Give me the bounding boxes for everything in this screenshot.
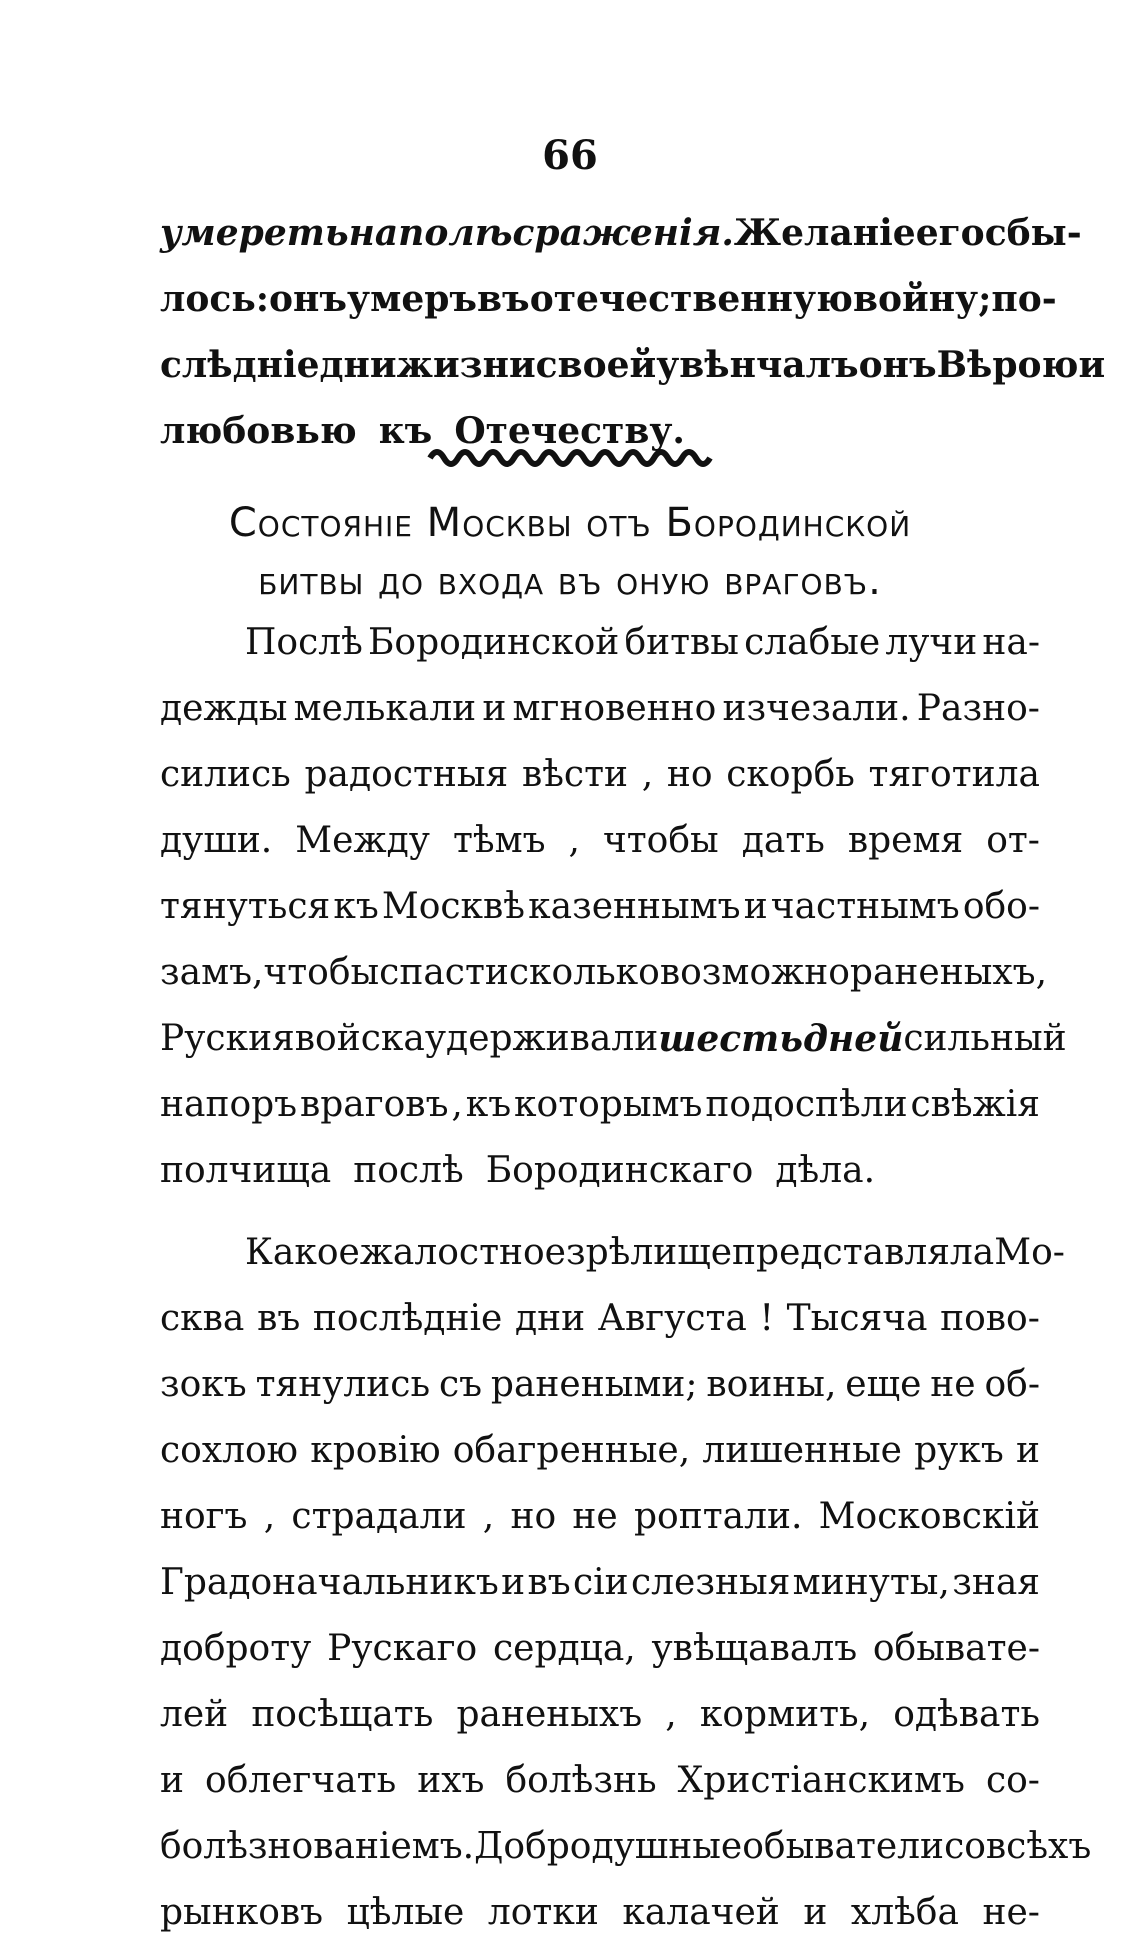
word: битвы <box>624 622 739 663</box>
word: еще <box>845 1364 922 1405</box>
word: зрѣлище <box>566 1232 733 1273</box>
word: время <box>847 820 964 861</box>
word: войну <box>852 278 979 320</box>
word: тяготила <box>868 754 1040 795</box>
word: лишенные <box>702 1430 902 1471</box>
word: рынковъ <box>160 1892 324 1933</box>
paragraph-1 <box>160 610 1067 1204</box>
word: не- <box>982 1892 1040 1933</box>
word: Христіанскимъ <box>677 1760 965 1801</box>
word: но <box>510 1496 557 1537</box>
word: чтобы <box>263 952 380 993</box>
word: Какое <box>245 1232 360 1273</box>
word: дней <box>803 1018 904 1060</box>
word: любовью <box>160 410 357 452</box>
word: увѣнчалъ <box>656 344 859 386</box>
word: обывате- <box>872 1628 1040 1669</box>
word: не <box>572 1496 618 1537</box>
word: со- <box>985 1760 1040 1801</box>
word: на- <box>982 622 1040 663</box>
word: тянуться <box>160 886 331 927</box>
word: Бородинской <box>367 622 620 663</box>
word: Между <box>295 820 430 861</box>
word: посѣщать <box>251 1694 434 1735</box>
word: въ <box>527 1562 571 1603</box>
intro-text <box>160 200 1106 464</box>
word: радостныя <box>304 754 509 795</box>
word: об- <box>984 1364 1040 1405</box>
word: своей <box>535 344 657 386</box>
section-heading-line2: битвы до входа въ оную враговъ. <box>258 558 882 604</box>
word: дѣла. <box>775 1150 876 1191</box>
word: всѣхъ <box>985 1826 1092 1867</box>
word: Градоначальникъ <box>160 1562 499 1603</box>
word: и <box>160 1760 184 1801</box>
word: и <box>803 1892 828 1933</box>
word: скорбь <box>726 754 855 795</box>
word: лось: <box>160 278 270 320</box>
word: ; <box>978 278 992 320</box>
word: враговъ <box>299 1084 449 1125</box>
word: изчезали. <box>722 688 911 729</box>
word: и <box>743 886 768 927</box>
word: сбы- <box>984 212 1082 254</box>
word: и <box>1015 1430 1040 1471</box>
word: кровію <box>310 1430 441 1471</box>
word: жизни <box>396 344 536 386</box>
word: замъ, <box>160 952 264 993</box>
word: онъ <box>858 344 937 386</box>
word: жалостное <box>359 1232 566 1273</box>
word: слѣдніе <box>160 344 320 386</box>
word: дни <box>514 1298 586 1339</box>
word: сраженія. <box>512 212 734 254</box>
word: умеръ <box>347 278 478 320</box>
word: сква <box>160 1298 245 1339</box>
word: воины, <box>706 1364 837 1405</box>
word: сколько <box>508 952 660 993</box>
word: обыватели <box>742 1826 945 1867</box>
word: въ <box>477 278 530 320</box>
word: послѣ <box>353 1150 464 1191</box>
word: болѣзнованіемъ. <box>160 1826 475 1867</box>
section-heading-line1: Состояніе Москвы отъ Бородинской <box>228 500 912 546</box>
word: на <box>348 212 399 254</box>
word: облегчать <box>205 1760 397 1801</box>
word: лотки <box>487 1892 599 1933</box>
word: лей <box>160 1694 229 1735</box>
word: раненыхъ <box>456 1694 643 1735</box>
page-number: 66 <box>542 132 598 179</box>
word: минуты, <box>792 1562 950 1603</box>
word: Отечеству. <box>454 410 685 452</box>
word: увѣщавалъ <box>651 1628 858 1669</box>
word: тянулись <box>255 1364 431 1405</box>
word: сердца, <box>492 1628 636 1669</box>
word: пово- <box>940 1298 1040 1339</box>
word: шесть <box>658 1018 804 1060</box>
word: послѣдніе <box>312 1298 503 1339</box>
word: цѣлые <box>346 1892 465 1933</box>
word: Послѣ <box>245 622 363 663</box>
word: мелькали <box>293 688 477 729</box>
word: рукъ <box>914 1430 1004 1471</box>
wave-ornament-icon <box>425 440 715 470</box>
word: тѣмъ <box>452 820 546 861</box>
word: сохлою <box>160 1430 299 1471</box>
word: роптали. <box>634 1496 803 1537</box>
word: зная <box>952 1562 1040 1603</box>
word: ихъ <box>417 1760 485 1801</box>
word: умереть <box>160 212 349 254</box>
paragraph-2 <box>160 1220 1092 1946</box>
word: отечественную <box>529 278 853 320</box>
word: его <box>915 212 985 254</box>
word: полѣ <box>398 212 513 254</box>
word: и <box>1078 344 1106 386</box>
word: , <box>451 1084 463 1125</box>
word: представляла <box>732 1232 995 1273</box>
word: которымъ <box>514 1084 703 1125</box>
word: калачей <box>622 1892 780 1933</box>
word: Разно- <box>916 688 1040 729</box>
word: лучи <box>885 622 978 663</box>
word: Бородинскаго <box>485 1150 754 1191</box>
word: вѣсти <box>521 754 629 795</box>
word: Тысяча <box>786 1298 928 1339</box>
word: не <box>930 1364 976 1405</box>
word: полчища <box>160 1150 332 1191</box>
word: въ <box>257 1298 301 1339</box>
word: слабые <box>744 622 881 663</box>
word: сіи <box>572 1562 629 1603</box>
word: частнымъ <box>770 886 960 927</box>
word: души. <box>160 820 273 861</box>
word: свѣжія <box>910 1084 1040 1125</box>
word: къ <box>465 1084 512 1125</box>
word: , <box>263 1496 276 1537</box>
word: , <box>641 754 654 795</box>
word: Руския <box>160 1018 295 1059</box>
word: , <box>568 820 580 861</box>
word: сильный <box>903 1018 1067 1059</box>
word: страдали <box>291 1496 467 1537</box>
word: ! <box>759 1298 774 1339</box>
word: , <box>482 1496 495 1537</box>
word: одѣвать <box>893 1694 1040 1735</box>
word: зокъ <box>160 1364 247 1405</box>
word: доброту <box>160 1628 312 1669</box>
word: хлѣба <box>850 1892 959 1933</box>
word: но <box>666 754 713 795</box>
word: обо- <box>962 886 1040 927</box>
word: ранеными; <box>490 1364 698 1405</box>
word: напоръ <box>160 1084 298 1125</box>
word: Добродушные <box>474 1826 743 1867</box>
word: со <box>944 1826 986 1867</box>
word: сились <box>160 754 291 795</box>
word: Вѣрою <box>936 344 1079 386</box>
word: от- <box>986 820 1040 861</box>
word: къ <box>378 410 433 452</box>
word: Мо- <box>994 1232 1065 1273</box>
word: болѣзнь <box>505 1760 657 1801</box>
word: и <box>501 1562 526 1603</box>
word: спасти <box>379 952 509 993</box>
word: чтобы <box>602 820 719 861</box>
word: , <box>665 1694 677 1735</box>
word: мгновенно <box>512 688 717 729</box>
word: онъ <box>269 278 348 320</box>
word: Московскій <box>818 1496 1040 1537</box>
word: по- <box>991 278 1057 320</box>
word: Желаніе <box>733 212 916 254</box>
word: кормить, <box>699 1694 871 1735</box>
word: подоспѣли <box>705 1084 908 1125</box>
word: Москвѣ <box>381 886 526 927</box>
ornament-divider <box>0 440 1140 470</box>
word: обагренные, <box>452 1430 691 1471</box>
word: ногъ <box>160 1496 248 1537</box>
word: къ <box>333 886 379 927</box>
word: войска <box>294 1018 425 1059</box>
word: возможно <box>659 952 850 993</box>
word: и <box>482 688 507 729</box>
word: дни <box>319 344 397 386</box>
word: раненыхъ, <box>849 952 1048 993</box>
word: Рускаго <box>327 1628 478 1669</box>
word: дать <box>741 820 825 861</box>
word: съ <box>438 1364 483 1405</box>
word: слезныя <box>630 1562 791 1603</box>
word: удерживали <box>424 1018 659 1059</box>
word: дежды <box>160 688 288 729</box>
word: казеннымъ <box>528 886 741 927</box>
word: Августа <box>597 1298 747 1339</box>
